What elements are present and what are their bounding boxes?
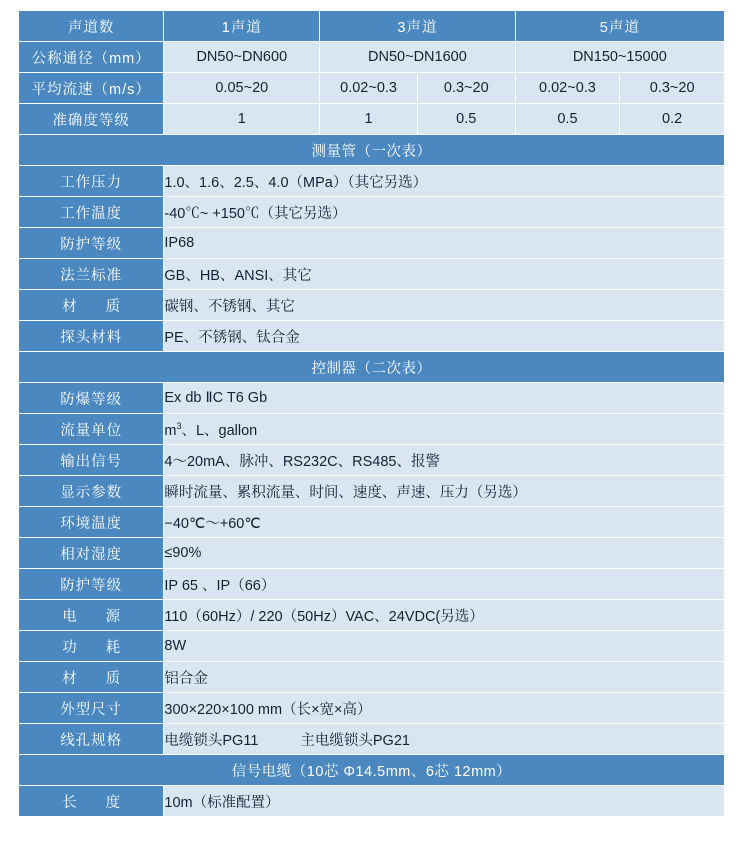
flow-unit-exponent: 3 <box>176 420 182 431</box>
row-label-working-temperature: 工作温度 <box>19 197 164 228</box>
cell-power-supply: 110（60Hz）/ 220（50Hz）VAC、24VDC(另选） <box>164 600 725 631</box>
cell-velocity-5a: 0.02~0.3 <box>515 73 620 104</box>
table-row-material-primary <box>19 290 725 321</box>
cell-dimensions: 300×220×100 mm（长×宽×高） <box>164 693 725 724</box>
section-header-signal-cable <box>19 755 725 786</box>
table-row-material-controller <box>19 662 725 693</box>
row-label-average-velocity: 平均流速（m/s） <box>19 73 164 104</box>
table-row-dimensions <box>19 693 725 724</box>
table-row-display-parameters <box>19 476 725 507</box>
cell-nominal-diameter-5: DN150~15000 <box>515 42 724 73</box>
section-header-controller <box>19 352 725 383</box>
cell-velocity-3a: 0.02~0.3 <box>320 73 418 104</box>
cell-accuracy-5b: 0.2 <box>620 104 725 135</box>
cell-explosion-proof: Ex db ⅡC T6 Gb <box>164 383 725 414</box>
cell-accuracy-3b: 0.5 <box>417 104 515 135</box>
table-row-ambient-temperature <box>19 507 725 538</box>
row-label-flow-unit: 流量单位 <box>19 414 164 445</box>
cell-material-primary: 碳钢、不锈钢、其它 <box>164 290 725 321</box>
cell-ambient-temperature: −40℃～+60℃ <box>164 507 725 538</box>
row-label-relative-humidity: 相对湿度 <box>19 538 164 569</box>
cell-flow-unit <box>164 414 725 445</box>
row-label-nominal-diameter: 公称通径（mm） <box>19 42 164 73</box>
cell-velocity-1: 0.05~20 <box>164 73 320 104</box>
cell-accuracy-1: 1 <box>164 104 320 135</box>
cell-relative-humidity: ≤90% <box>164 538 725 569</box>
row-label-explosion-proof: 防爆等级 <box>19 383 164 414</box>
cell-working-temperature: -40℃~ +150℃（其它另选） <box>164 197 725 228</box>
cell-display-parameters: 瞬时流量、累积流量、时间、速度、声速、压力（另选） <box>164 476 725 507</box>
cell-power-consumption: 8W <box>164 631 725 662</box>
table-row-power-supply <box>19 600 725 631</box>
row-label-cable-gland: 线孔规格 <box>19 724 164 755</box>
row-label-cable-length: 长 度 <box>19 786 164 817</box>
section-title-controller: 控制器（二次表） <box>19 352 725 383</box>
cell-accuracy-5a: 0.5 <box>515 104 620 135</box>
table-row-working-temperature <box>19 197 725 228</box>
cable-gland-value-b: 主电缆锁头PG21 <box>300 732 410 749</box>
table-row-protection-class-controller <box>19 569 725 600</box>
row-label-power-supply: 电 源 <box>19 600 164 631</box>
row-label-protection-class-primary: 防护等级 <box>19 228 164 259</box>
row-label-material-primary: 材 质 <box>19 290 164 321</box>
row-label-dimensions: 外型尺寸 <box>19 693 164 724</box>
cell-velocity-3b: 0.3~20 <box>417 73 515 104</box>
specification-table <box>18 10 725 817</box>
row-label-protection-class-controller: 防护等级 <box>19 569 164 600</box>
section-title-primary: 测量管（一次表） <box>19 135 725 166</box>
flow-unit-rest: 、L、gallon <box>181 422 258 439</box>
table-row-average-velocity <box>19 73 725 104</box>
section-header-primary <box>19 135 725 166</box>
row-label-accuracy-grade: 准确度等级 <box>19 104 164 135</box>
row-label-material-controller: 材 质 <box>19 662 164 693</box>
cell-nominal-diameter-1: DN50~DN600 <box>164 42 320 73</box>
cell-protection-class-primary: IP68 <box>164 228 725 259</box>
cell-working-pressure: 1.0、1.6、2.5、4.0（MPa）（其它另选） <box>164 166 725 197</box>
table-row-flow-unit <box>19 414 725 445</box>
cell-nominal-diameter-3: DN50~DN1600 <box>320 42 515 73</box>
table-row-probe-material <box>19 321 725 352</box>
cell-output-signal: 4～20mA、脉冲、RS232C、RS485、报警 <box>164 445 725 476</box>
row-label-ambient-temperature: 环境温度 <box>19 507 164 538</box>
table-row-protection-class-primary <box>19 228 725 259</box>
header-channel-5: 5声道 <box>515 11 724 42</box>
section-title-signal-cable: 信号电缆（10芯 Φ14.5mm、6芯 12mm） <box>19 755 725 786</box>
cell-cable-length: 10m（标准配置） <box>164 786 725 817</box>
table-row-explosion-proof <box>19 383 725 414</box>
table-row-cable-gland <box>19 724 725 755</box>
cell-probe-material: PE、不锈钢、钛合金 <box>164 321 725 352</box>
table-row-nominal-diameter <box>19 42 725 73</box>
cell-cable-gland <box>164 724 725 755</box>
table-row-header <box>19 11 725 42</box>
row-label-probe-material: 探头材料 <box>19 321 164 352</box>
table-row-working-pressure <box>19 166 725 197</box>
table-row-relative-humidity <box>19 538 725 569</box>
row-label-power-consumption: 功 耗 <box>19 631 164 662</box>
cable-gland-value-a: 电缆锁头PG11 <box>164 732 259 749</box>
header-channel-1: 1声道 <box>164 11 320 42</box>
flow-unit-base: m <box>164 422 177 439</box>
header-label-channels: 声道数 <box>19 11 164 42</box>
cell-flange-standard: GB、HB、ANSI、其它 <box>164 259 725 290</box>
row-label-output-signal: 输出信号 <box>19 445 164 476</box>
cell-velocity-5b: 0.3~20 <box>620 73 725 104</box>
table-row-flange-standard <box>19 259 725 290</box>
row-label-display-parameters: 显示参数 <box>19 476 164 507</box>
table-row-power-consumption <box>19 631 725 662</box>
cell-protection-class-controller: IP 65 、IP（66） <box>164 569 725 600</box>
cell-accuracy-3a: 1 <box>320 104 418 135</box>
row-label-flange-standard: 法兰标准 <box>19 259 164 290</box>
cell-material-controller: 铝合金 <box>164 662 725 693</box>
row-label-working-pressure: 工作压力 <box>19 166 164 197</box>
table-row-output-signal <box>19 445 725 476</box>
table-row-accuracy-grade <box>19 104 725 135</box>
header-channel-3: 3声道 <box>320 11 515 42</box>
table-row-cable-length <box>19 786 725 817</box>
